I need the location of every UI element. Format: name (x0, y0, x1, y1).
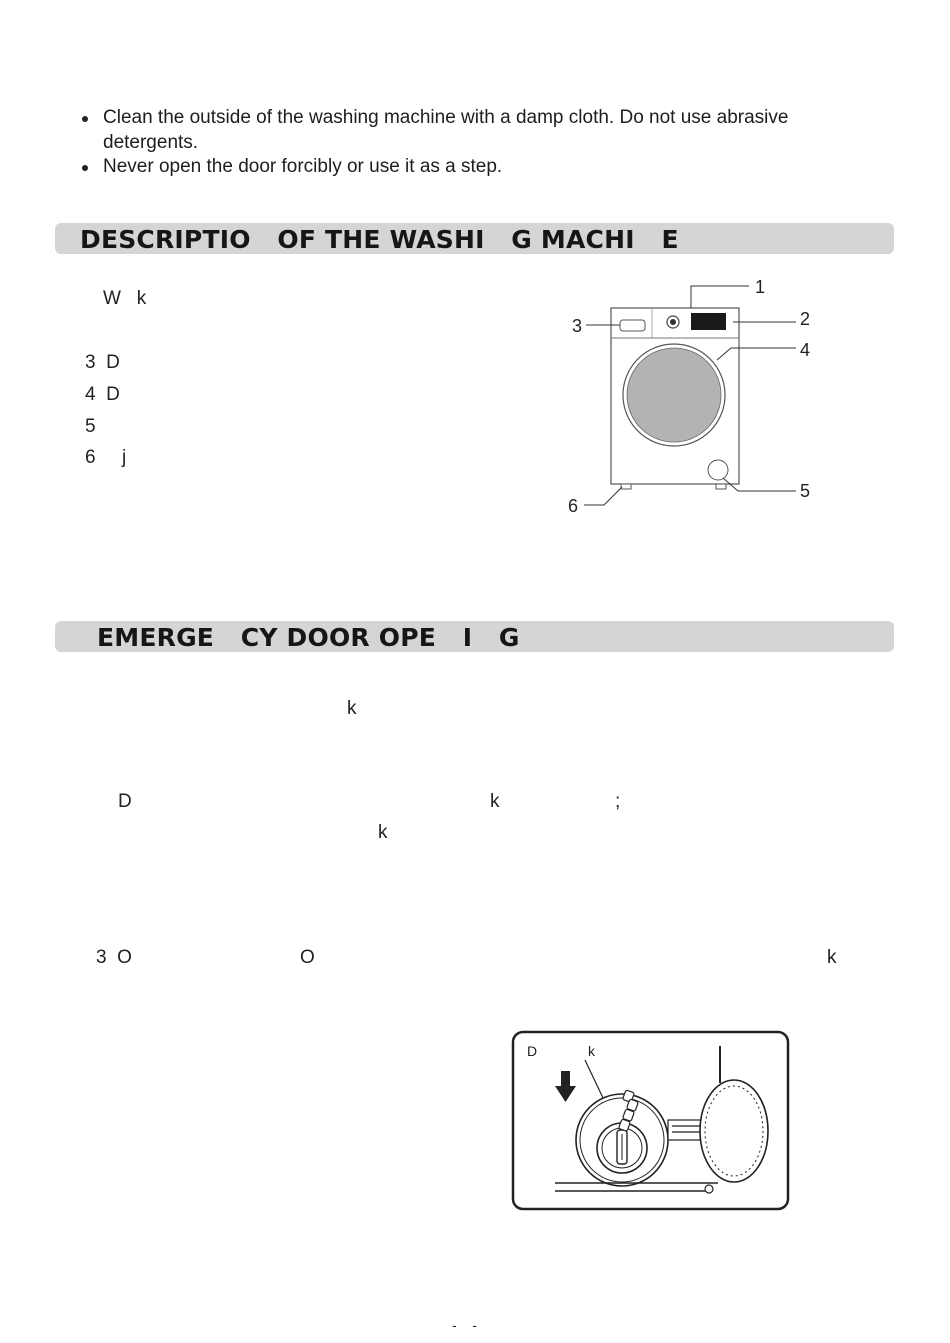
parts-list-item: 3 D (85, 352, 120, 373)
illustration-label: D (527, 1043, 538, 1059)
callout-number: 2 (800, 309, 811, 329)
page-number: - - (452, 1317, 477, 1333)
body-text-fragment: D (118, 791, 132, 812)
parts-list-item: 4 D (85, 384, 120, 405)
body-text-fragment: 3 O (96, 947, 132, 968)
parts-list-item: 5 (85, 416, 96, 437)
callout-number: 1 (755, 277, 766, 297)
callout-number: 6 (568, 496, 579, 516)
body-text-fragment: k (378, 822, 388, 843)
parts-list-item: 6 j (85, 447, 127, 468)
body-text-fragment: k (347, 698, 357, 719)
body-text-fragment: O (300, 947, 315, 968)
list-item: Clean the outside of the washing machine with a damp cloth. Do not use abrasive detergents. (80, 106, 880, 155)
callout-number: 4 (800, 340, 811, 360)
parts-list-item: W k (103, 288, 147, 309)
list-item: Never open the door forcibly or use it as a step. (80, 155, 880, 180)
callout-number: 5 (800, 481, 811, 501)
callout-number: 3 (572, 316, 583, 336)
body-text-fragment: ; (615, 791, 621, 812)
opened-door (700, 1080, 768, 1182)
section-heading-description: DESCRIPTIO OF THE WASHI G MACHI E (80, 225, 679, 254)
illustration-label: k (588, 1043, 595, 1059)
body-text-fragment: k (490, 791, 500, 812)
section-heading-emergency: EMERGE CY DOOR OPE I G (97, 623, 520, 652)
body-text-fragment: k (827, 947, 837, 968)
